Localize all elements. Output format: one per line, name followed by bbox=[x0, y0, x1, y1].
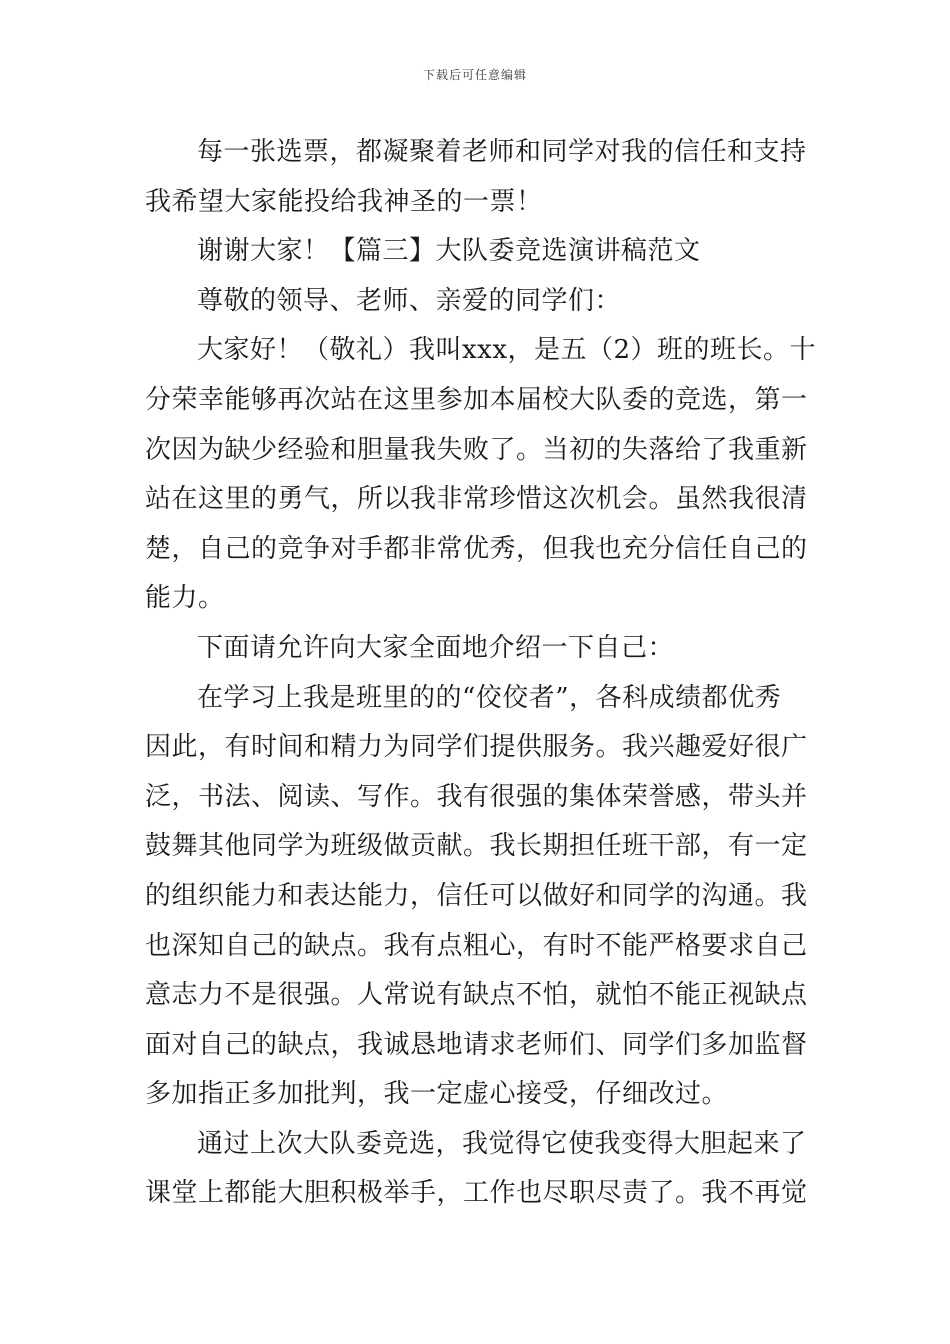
text-line: 多加指正多加批判，我一定虚心接受，仔细改过。 bbox=[145, 1079, 729, 1110]
text-line: 泛，书法、阅读、写作。我有很强的集体荣誉感，带头并 bbox=[145, 781, 808, 812]
text-line: 在学习上我是班里的的“佼佼者”，各科成绩都优秀 bbox=[197, 682, 782, 713]
text-line: 分荣幸能够再次站在这里参加本届校大队委的竞选，第一 bbox=[145, 384, 808, 415]
text-line: 次因为缺少经验和胆量我失败了。当初的失落给了我重新 bbox=[145, 434, 808, 465]
text-line: 通过上次大队委竞选，我觉得它使我变得大胆起来了 bbox=[197, 1128, 807, 1159]
text-line: 因此，有时间和精力为同学们提供服务。我兴趣爱好很广 bbox=[145, 732, 808, 763]
document-body bbox=[145, 128, 817, 1219]
text-line: 我希望大家能投给我神圣的一票！ bbox=[145, 186, 543, 217]
text-line: 尊敬的领导、老师、亲爱的同学们： bbox=[197, 285, 622, 316]
text-line: 课堂上都能大胆积极举手，工作也尽职尽责了。我不再觉 bbox=[145, 1178, 808, 1209]
text-line: 意志力不是很强。人常说有缺点不怕，就怕不能正视缺点 bbox=[145, 980, 808, 1011]
text-line: 的组织能力和表达能力，信任可以做好和同学的沟通。我 bbox=[145, 880, 808, 911]
text-line: 鼓舞其他同学为班级做贡献。我长期担任班干部，有一定 bbox=[145, 831, 808, 862]
text-line: 也深知自己的缺点。我有点粗心，有时不能严格要求自己 bbox=[145, 930, 808, 961]
text-line: 谢谢大家！【篇三】大队委竞选演讲稿范文 bbox=[197, 236, 701, 267]
text-line: 楚，自己的竞争对手都非常优秀，但我也充分信任自己的 bbox=[145, 533, 808, 564]
text-line: 能力。 bbox=[145, 583, 225, 614]
text-line: 站在这里的勇气，所以我非常珍惜这次机会。虽然我很清 bbox=[145, 484, 808, 515]
text-line: 面对自己的缺点，我诚恳地请求老师们、同学们多加监督 bbox=[145, 1029, 808, 1060]
text-line: 每一张选票，都凝聚着老师和同学对我的信任和支持 bbox=[197, 137, 807, 167]
page-header: 下载后可任意编辑 bbox=[422, 68, 527, 82]
text-line: 大家好！（敬礼）我叫xxx，是五（2）班的班长。十 bbox=[197, 335, 817, 366]
text-line: 下面请允许向大家全面地介绍一下自己： bbox=[197, 632, 675, 663]
